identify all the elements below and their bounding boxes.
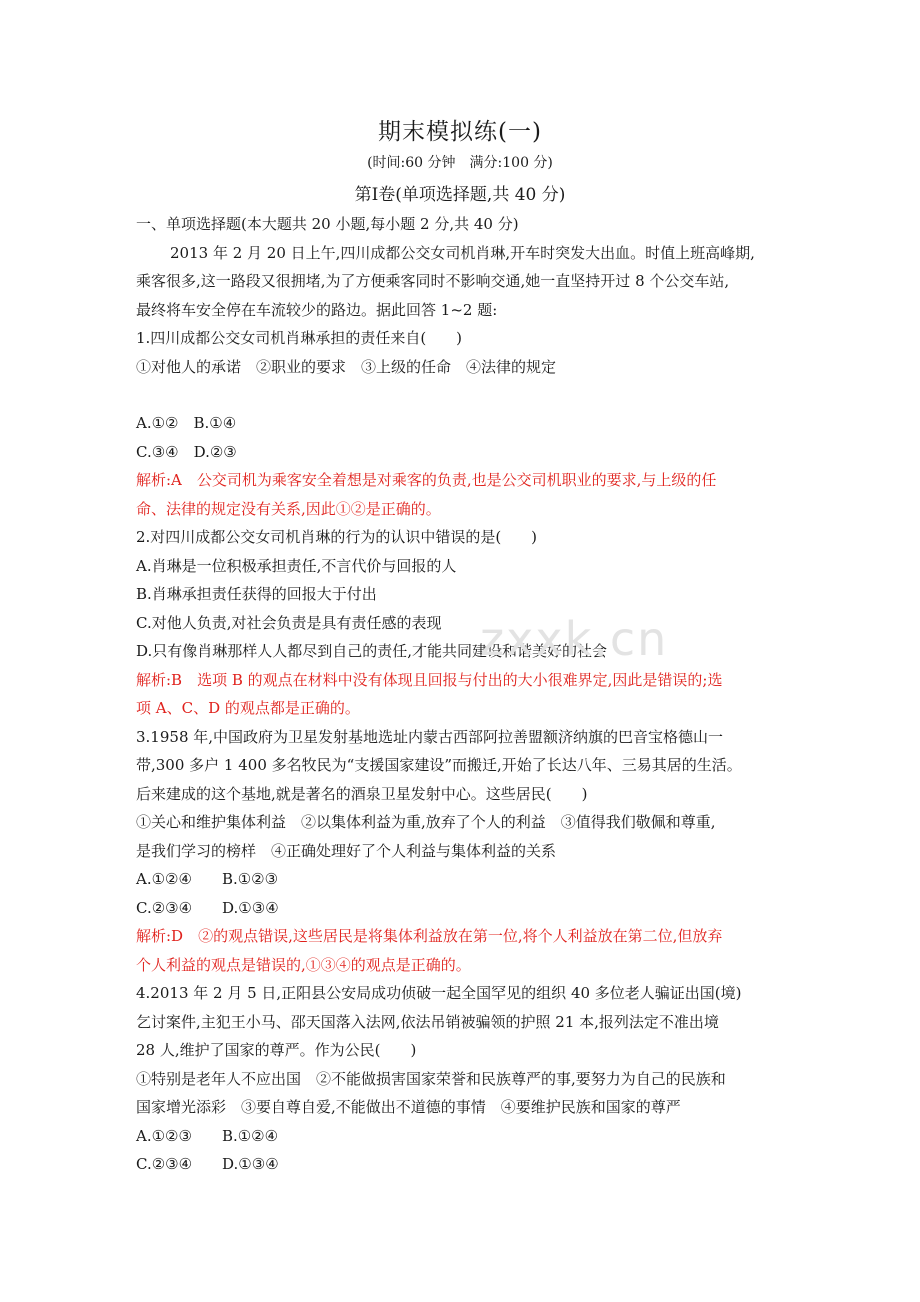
section-heading: 一、单项选择题(本大题共 20 小题,每小题 2 分,共 40 分): [136, 215, 519, 233]
passage-line: 2013 年 2 月 20 日上午,四川成都公交女司机肖琳,开车时突发大出血。时值上班高峰期,: [170, 243, 755, 262]
q2-answer: 解析:B 选项 B 的观点在材料中没有体现且回报与付出的大小很难界定,因此是错误的;选: [136, 670, 723, 689]
q3-options: C.②③④ D.①③④: [136, 898, 279, 917]
q1-answer: 命、法律的规定没有关系,因此①②是正确的。: [136, 499, 441, 518]
q3-stem: 3.1958 年,中国政府为卫星发射基地选址内蒙古西部阿拉善盟额济纳旗的巴音宝格德山一: [136, 727, 724, 746]
q3-answer: 个人利益的观点是错误的,①③④的观点是正确的。: [136, 955, 471, 974]
volume-heading: 第Ⅰ卷(单项选择题,共 40 分): [354, 185, 566, 205]
q3-stem: 后来建成的这个基地,就是著名的酒泉卫星发射中心。这些居民( ): [136, 784, 588, 803]
q2-stem: 2.对四川成都公交女司机肖琳的行为的认识中错误的是( ): [136, 528, 538, 546]
q4-options: C.②③④ D.①③④: [136, 1155, 279, 1173]
q4-stem: 4.2013 年 2 月 5 日,正阳县公安局成功侦破一起全国罕见的组织 40 多位老人骗证出国(境): [136, 984, 742, 1002]
q4-items: ①特别是老年人不应出国 ②不能做损害国家荣誉和民族尊严的事,要努力为自己的民族和: [136, 1069, 726, 1088]
q4-stem: 28 人,维护了国家的尊严。作为公民( ): [136, 1041, 417, 1059]
exam-info: (时间:60 分钟 满分:100 分): [367, 155, 553, 171]
q3-options: A.①②④ B.①②③: [136, 870, 279, 888]
q3-stem: 带,300 多户 1 400 多名牧民为“支援国家建设”而搬迁,开始了长达八年、三易其居的生活。: [136, 756, 742, 774]
q2-option-b: B.肖琳承担责任获得的回报大于付出: [136, 585, 377, 603]
q1-items: ①对他人的承诺 ②职业的要求 ③上级的任命 ④法律的规定: [136, 357, 557, 376]
q1-options: A.①② B.①④: [136, 414, 237, 432]
q4-stem: 乞讨案件,主犯王小马、邵天国落入法网,依法吊销被骗领的护照 21 本,报列法定不准出境: [136, 1012, 719, 1031]
q1-answer: 解析:A 公交司机为乘客安全着想是对乘客的负责,也是公交司机职业的要求,与上级的任: [136, 471, 717, 489]
passage-line: 乘客很多,这一路段又很拥堵,为了方便乘客同时不影响交通,她一直坚持开过 8 个公交车站,: [136, 272, 730, 290]
watermark: zxxk.cn: [480, 612, 669, 666]
passage-line: 最终将车安全停在车流较少的路边。据此回答 1~2 题:: [136, 300, 498, 319]
q2-option-d: D.只有像肖琳那样人人都尽到自己的责任,才能共同建设和谐美好的社会: [136, 642, 608, 660]
page-title: 期末模拟练(一): [378, 119, 542, 145]
q3-items: 是我们学习的榜样 ④正确处理好了个人利益与集体利益的关系: [136, 841, 557, 860]
q4-items: 国家增光添彩 ③要自尊自爱,不能做出不道德的事情 ④要维护民族和国家的尊严: [136, 1098, 681, 1116]
q2-option-a: A.肖琳是一位积极承担责任,不言代价与回报的人: [136, 556, 457, 575]
q3-answer: 解析:D ②的观点错误,这些居民是将集体利益放在第一位,将个人利益放在第二位,但放弃: [136, 927, 723, 945]
q4-options: A.①②③ B.①②④: [136, 1126, 279, 1145]
q1-stem: 1.四川成都公交女司机肖琳承担的责任来自( ): [136, 329, 463, 347]
q2-answer: 项 A、C、D 的观点都是正确的。: [136, 699, 360, 717]
q2-option-c: C.对他人负责,对社会负责是具有责任感的表现: [136, 613, 442, 632]
exam-content: [136, 210, 796, 1179]
q3-items: ①关心和维护集体利益 ②以集体利益为重,放弃了个人的利益 ③值得我们敬佩和尊重,: [136, 813, 716, 831]
q1-options: C.③④ D.②③: [136, 442, 237, 461]
